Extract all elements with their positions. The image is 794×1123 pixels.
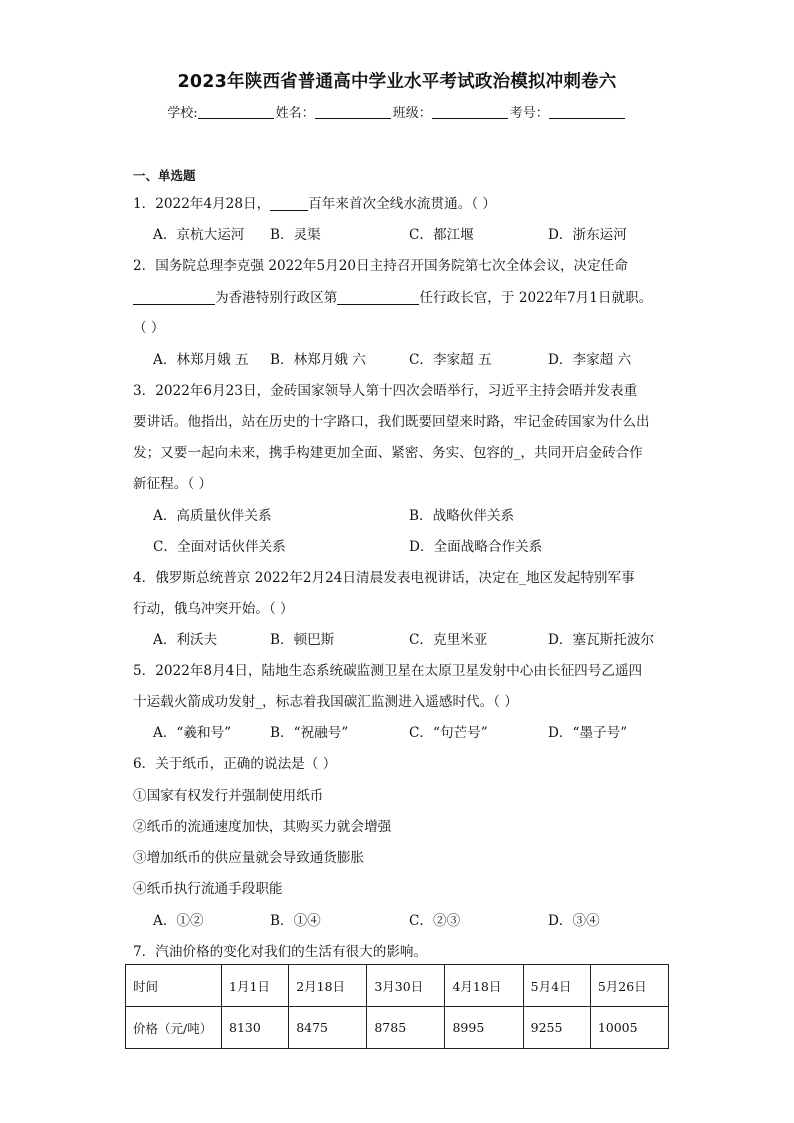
q3-option-d[interactable]: D．全面战略合作关系: [409, 539, 543, 555]
table-cell: 10005: [590, 1007, 668, 1049]
q1-stem: [133, 192, 496, 212]
q1-options: [153, 223, 713, 243]
q6-option-d[interactable]: D．③④: [548, 913, 600, 929]
name-label: 姓名：: [275, 106, 315, 121]
table-cell: 3月30日: [367, 965, 445, 1007]
id-blank[interactable]: [549, 104, 625, 119]
section-title: 一、单选题: [133, 168, 196, 183]
table-cell: 时间: [126, 965, 222, 1007]
q5-stem-line2: 十运载火箭成功发射_，标志着我国碳汇监测进入遥感时代。（ ）: [133, 694, 518, 710]
id-label: 考号：: [509, 106, 549, 121]
table-cell: 4月18日: [445, 965, 523, 1007]
q3-stem-line2: 要讲话。他指出，站在历史的十字路口，我们既要回望来时路，牢记金砖国家为什么出: [133, 414, 650, 430]
school-label: 学校:: [167, 106, 198, 121]
q6-option-a[interactable]: A．①②: [153, 913, 204, 929]
table-cell: 5月4日: [523, 965, 590, 1007]
q3-options-row2: [153, 535, 713, 555]
gasoline-price-table: [125, 964, 669, 1049]
q5-option-c[interactable]: C．“句芒号”: [409, 725, 488, 741]
table-cell: 8785: [367, 1007, 445, 1049]
q2-blank-2: [337, 289, 419, 305]
q2-option-d[interactable]: D．李家超 六: [548, 352, 632, 368]
q2-options: [153, 348, 713, 368]
table-cell: 8130: [222, 1007, 289, 1049]
table-row-price: [126, 1007, 669, 1049]
q6-statement-1: ①国家有权发行并强制使用纸币: [133, 788, 324, 804]
class-label: 班级：: [392, 106, 432, 121]
q4-option-a[interactable]: A．利沃夫: [153, 632, 218, 648]
exam-title: 2023年陕西省普通高中学业水平考试政治模拟冲刺卷六: [177, 72, 617, 92]
class-blank[interactable]: [432, 104, 508, 119]
q2-blank-1: [133, 289, 215, 305]
q1-option-d[interactable]: D．浙东运河: [548, 227, 627, 243]
q5-options: [153, 721, 713, 741]
q5-option-a[interactable]: A．“羲和号”: [153, 725, 232, 741]
q1-option-a[interactable]: A．京杭大运河: [153, 227, 245, 243]
q6-statement-2: ②纸币的流通速度加快，其购买力就会增强: [133, 819, 392, 835]
q4-option-b[interactable]: B．顿巴斯: [270, 632, 335, 648]
q3-option-c[interactable]: C．全面对话伙伴关系: [153, 539, 286, 555]
table-cell: 2月18日: [289, 965, 367, 1007]
q2-option-b[interactable]: B．林郑月娥 六: [270, 352, 366, 368]
q2-stem-line1: 2．国务院总理李克强 2022年5月20日主持召开国务院第七次全体会议，决定任命: [133, 258, 628, 274]
q3-option-b[interactable]: B．战略伙伴关系: [409, 508, 515, 524]
table-cell: 5月26日: [590, 965, 668, 1007]
table-cell: 1月1日: [222, 965, 289, 1007]
q3-option-a[interactable]: A．高质量伙伴关系: [153, 508, 272, 524]
q1-number: 1．: [133, 196, 156, 212]
q3-stem-line1: 3．2022年6月23日，金砖国家领导人第十四次会晤举行，习近平主持会晤并发表重: [133, 383, 638, 399]
q1-text-pre: 2022年4月28日，: [155, 196, 271, 212]
q2-stem-line3: （ ）: [133, 320, 165, 336]
q6-stem: 6．关于纸币，正确的说法是（ ）: [133, 756, 337, 772]
table-row-time: [126, 965, 669, 1007]
name-blank[interactable]: [315, 104, 391, 119]
q6-statement-4: ④纸币执行流通手段职能: [133, 881, 283, 897]
q3-options-row1: [153, 504, 713, 524]
q3-stem-line3: 发；又要一起向未来，携手构建更加全面、紧密、务实、包容的_，共同开启金砖合作: [133, 445, 643, 461]
q6-option-c[interactable]: C．②③: [409, 913, 461, 929]
student-info-line: [0, 102, 794, 121]
q1-blank: [270, 195, 308, 211]
q1-text-post: 百年来首次全线水流贯通。（ ）: [308, 196, 497, 212]
q2-text-mid: 为香港特别行政区第: [215, 290, 338, 306]
table-cell: 9255: [523, 1007, 590, 1049]
table-cell: 8995: [445, 1007, 523, 1049]
q4-options: [153, 628, 713, 648]
q2-stem-line2: [133, 286, 652, 306]
q4-stem-line1: 4．俄罗斯总统普京 2022年2月24日清晨发表电视讲话，决定在_地区发起特别军事: [133, 570, 635, 586]
q2-text-end: 任行政长官，于 2022年7月1日就职。: [419, 290, 653, 306]
q6-options: [153, 909, 713, 929]
q3-stem-line4: 新征程。（ ）: [133, 476, 213, 492]
q4-option-d[interactable]: D．塞瓦斯托波尔: [548, 632, 655, 648]
q5-option-d[interactable]: D．“墨子号”: [548, 725, 628, 741]
q4-stem-line2: 行动，俄乌冲突开始。（ ）: [133, 601, 294, 617]
q5-option-b[interactable]: B．“祝融号”: [270, 725, 349, 741]
q2-option-c[interactable]: C．李家超 五: [409, 352, 492, 368]
q4-option-c[interactable]: C．克里米亚: [409, 632, 488, 648]
q6-statement-3: ③增加纸币的供应量就会导致通货膨胀: [133, 850, 365, 866]
table-cell: 价格（元/吨）: [126, 1007, 222, 1049]
table-cell: 8475: [289, 1007, 367, 1049]
q2-option-a[interactable]: A．林郑月娥 五: [153, 352, 249, 368]
q1-option-b[interactable]: B．灵渠: [270, 227, 321, 243]
q7-stem: 7．汽油价格的变化对我们的生活有很大的影响。: [133, 944, 428, 960]
q6-option-b[interactable]: B．①④: [270, 913, 321, 929]
q5-stem-line1: 5．2022年8月4日，陆地生态系统碳监测卫星在太原卫星发射中心由长征四号乙遥四: [133, 663, 643, 679]
school-blank[interactable]: [198, 104, 274, 119]
q1-option-c[interactable]: C．都江堰: [409, 227, 474, 243]
